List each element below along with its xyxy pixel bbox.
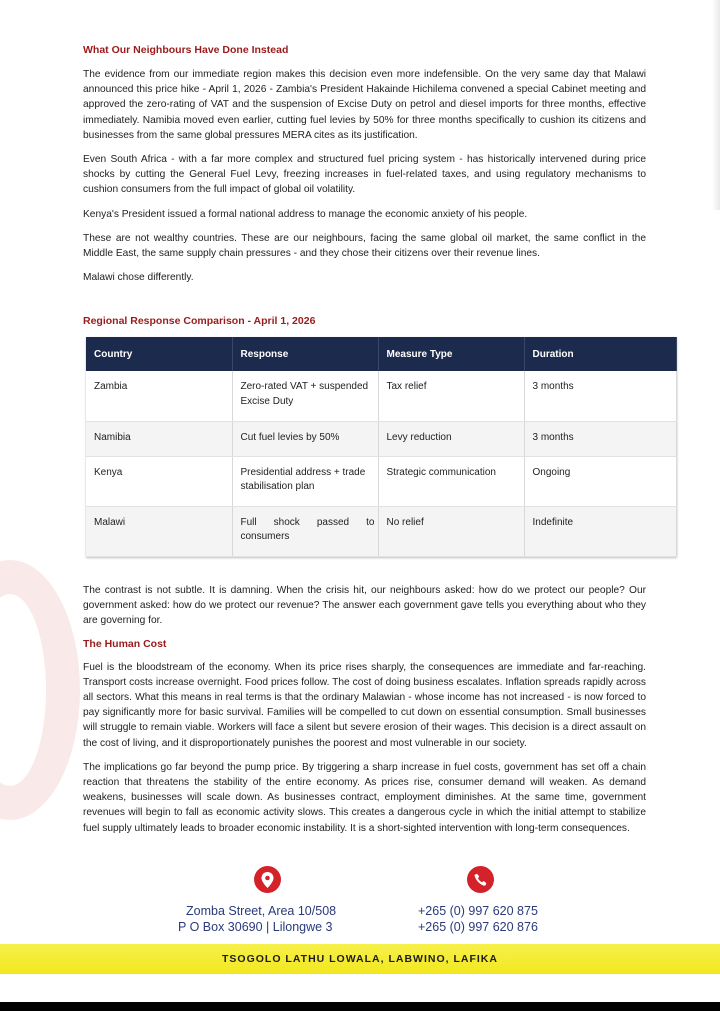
table-row: [86, 506, 677, 556]
table-title: Regional Response Comparison - April 1, 2026: [83, 315, 316, 328]
table-cell: Levy reduction: [378, 421, 524, 456]
table-row: [86, 456, 677, 506]
bottom-bar: [0, 1002, 720, 1011]
phone-number: +265 (0) 997 620 875: [418, 904, 538, 918]
section-heading-neighbours: What Our Neighbours Have Done Instead: [83, 44, 289, 56]
phone-number: +265 (0) 997 620 876: [418, 920, 538, 934]
table-cell: Zero-rated VAT + suspended Excise Duty: [232, 371, 378, 421]
paragraph: Kenya's President issued a formal national address to manage the economic anxiety of his people.: [83, 208, 528, 220]
table-row: [86, 421, 677, 456]
table-cell: Cut fuel levies by 50%: [232, 421, 378, 456]
table-cell: Namibia: [86, 421, 232, 456]
paragraph: The implications go far beyond the pump price. By triggering a sharp increase in fuel costs, government has set off a chain reaction that threatens the stability of the entire economy. As prices rise, consumer demand will weaken. As demand weakens, businesses will scale down. As businesses contract, employment diminishes. At the same time, government revenues will begin to fall as economic activity slows. This creates a dangerous cycle in which the initial attempt to stabilize fuel supply ultimately leads to broader economic instability. It is a short-sighted intervention with long-term consequences.: [83, 761, 646, 834]
table-cell: No relief: [378, 506, 524, 556]
phone-icon: [467, 866, 494, 893]
footer-phones: [418, 903, 538, 935]
footer-address: [178, 903, 337, 935]
footer-icons: [0, 866, 720, 896]
location-pin-icon: [254, 866, 281, 893]
table-cell: Ongoing: [524, 456, 677, 506]
table-cell: Strategic communication: [378, 456, 524, 506]
table-header-cell: Country: [86, 337, 232, 371]
paragraph: Even South Africa - with a far more complex and structured fuel pricing system - has historically intervened during price shocks by cutting the General Fuel Levy, freezing increases in fuel-related taxes, and using regulatory mechanisms to cushion consumers from the full impact of global oil volatility.: [83, 154, 646, 196]
watermark-logo: [0, 560, 80, 820]
table-cell: 3 months: [524, 371, 677, 421]
table-cell: Zambia: [86, 371, 232, 421]
document-body: [83, 44, 646, 845]
table-header-row: [86, 337, 677, 371]
table-cell: Presidential address + trade stabilisation plan: [232, 456, 378, 506]
address-line: Zomba Street, Area 10/508: [186, 904, 337, 918]
table-header-cell: Measure Type: [378, 337, 524, 371]
paragraph: The evidence from our immediate region makes this decision even more indefensible. On the very same day that Malawi announced this price hike - April 1, 2026 - Zambia's President Hakainde Hichilema convened a special Cabinet meeting and approved the zero-rating of VAT and the suspension of Excise Duty on petrol and diesel imports for three months, effective immediately. Namibia moved even earlier, cutting fuel levies by 50% for three months specifically to cushion its citizens and businesses from the same global pressures MERA cites as its justification.: [83, 69, 646, 141]
page-edge-shadow: [712, 0, 720, 210]
footer-motto-band: [0, 944, 720, 974]
regional-response-table: [86, 337, 677, 557]
paragraph: Fuel is the bloodstream of the economy. When its price rises sharply, the consequences are immediate and far-reaching. Transport costs increase overnight. Food prices follow. The cost of doing business escalates. Inflation spreads rapidly across all sectors. What this means in real terms is that the ordinary Malawian - whose income has not increased - is now forced to pay significantly more for basic survival. Families will be compelled to cut down on essential consumption. Small businesses will struggle to remain viable. Workers will face a silent but severe erosion of their wages. This decision is a direct assault on the cost of living, and it disproportionately punishes the poorest and most vulnerable in our society.: [83, 661, 646, 749]
table-cell: Malawi: [86, 506, 232, 556]
address-line: P O Box 30690 | Lilongwe 3: [178, 920, 333, 934]
table-cell: Indefinite: [524, 506, 677, 556]
table-header-cell: Response: [232, 337, 378, 371]
paragraph: Malawi chose differently.: [83, 272, 194, 284]
table-cell: Kenya: [86, 456, 232, 506]
paragraph: The contrast is not subtle. It is damning. When the crisis hit, our neighbours asked: how do we protect our people? Our government asked: how do we protect our revenue? The answer each government gave tells you everything about who they are governing for.: [83, 584, 646, 627]
table-cell: Tax relief: [378, 371, 524, 421]
section-heading-human-cost: The Human Cost: [83, 637, 167, 650]
motto-text: TSOGOLO LATHU LOWALA, LABWINO, LAFIKA: [222, 953, 498, 965]
table-cell: 3 months: [524, 421, 677, 456]
paragraph: These are not wealthy countries. These are our neighbours, facing the same global oil market, the same conflict in the Middle East, the same supply chain pressures - and they chose their citizens over their revenue lines.: [83, 232, 646, 260]
table-row: [86, 371, 677, 421]
table-header-cell: Duration: [524, 337, 677, 371]
table-cell: Full shock passed to consumers: [232, 506, 378, 556]
